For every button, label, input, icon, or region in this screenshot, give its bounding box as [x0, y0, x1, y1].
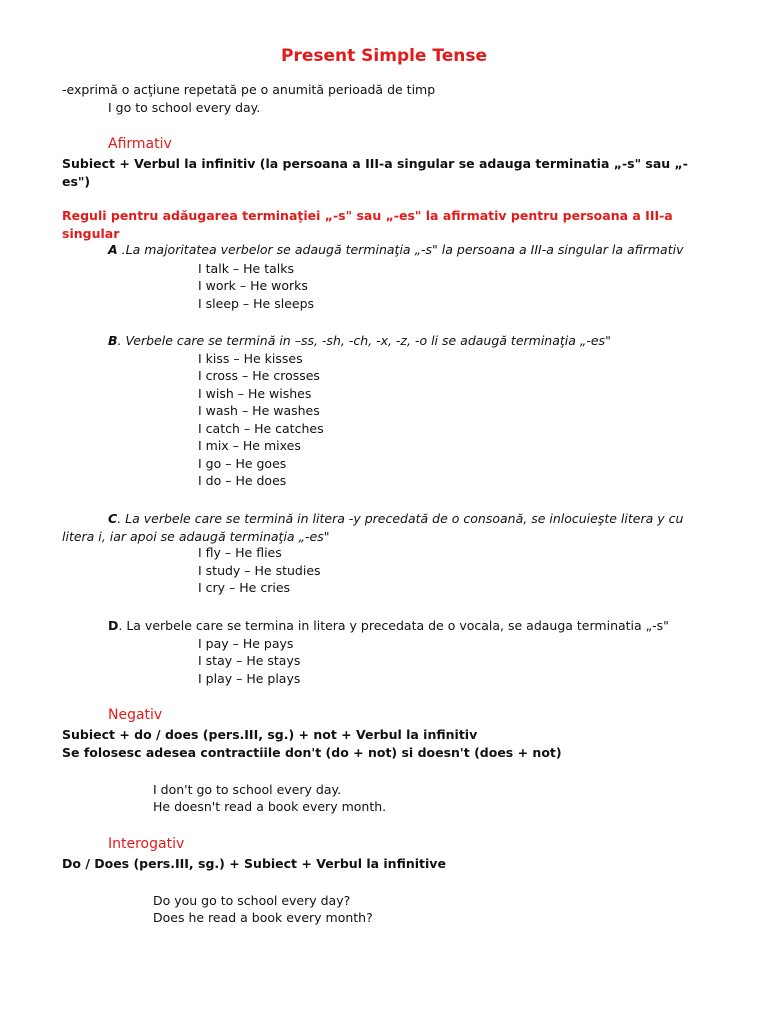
example-b-7: I go – He goes: [198, 456, 287, 471]
afirmativ-rule: Subiect + Verbul la infinitiv (la persoana a III-a singular se adauga terminatia „-s" sau „-es"): [62, 156, 688, 189]
rule-c: [62, 510, 702, 545]
intro-example: I go to school every day.: [108, 100, 261, 115]
negativ-heading: Negativ: [108, 707, 163, 723]
negativ-rule-2: Se folosesc adesea contractiile don't (do + not) si doesn't (does + not): [62, 745, 562, 760]
afirmativ-heading: Afirmativ: [108, 136, 172, 152]
example-a-3: I sleep – He sleeps: [198, 296, 315, 311]
interogativ-example-1: Do you go to school every day?: [153, 893, 351, 908]
rule-c-letter: C: [108, 511, 118, 526]
example-c-3: I cry – He cries: [198, 580, 291, 595]
rule-b-text: . Verbele care se termină in –ss, -sh, -ch, -x, -z, -o li se adaugă terminaţia „-es": [117, 333, 611, 348]
example-b-2: I cross – He crosses: [198, 368, 320, 383]
negativ-example-2: He doesn't read a book every month.: [153, 799, 387, 814]
rule-a-letter: A: [108, 242, 118, 257]
rule-d-text: . La verbele care se termina in litera y precedata de o vocala, se adauga terminatia „-s": [118, 618, 669, 633]
rule-a: [108, 242, 683, 257]
example-b-4: I wash – He washes: [198, 403, 320, 418]
example-d-1: I pay – He pays: [198, 636, 294, 651]
negativ-example-1: I don't go to school every day.: [153, 782, 342, 797]
example-b-1: I kiss – He kisses: [198, 351, 303, 366]
example-b-3: I wish – He wishes: [198, 386, 312, 401]
reguli-heading: Reguli pentru adăugarea terminaţiei „-s" sau „-es" la afirmativ pentru persoana a III-a singular: [62, 208, 673, 241]
interogativ-heading: Interogativ: [108, 836, 185, 852]
interogativ-example-2: Does he read a book every month?: [153, 910, 373, 925]
rule-c-text: . La verbele care se termină in litera -y precedată de o consoană, se inlocuieşte litera y cu litera i, iar apoi se adaugă terminaţia „-es": [62, 511, 684, 544]
example-d-3: I play – He plays: [198, 671, 301, 686]
example-a-1: I talk – He talks: [198, 261, 294, 276]
example-b-8: I do – He does: [198, 473, 287, 488]
rule-b-letter: B: [108, 333, 118, 348]
rule-d-letter: D: [108, 618, 119, 633]
example-c-1: I fly – He flies: [198, 545, 282, 560]
negativ-rule-1: Subiect + do / does (pers.III, sg.) + not + Verbul la infinitiv: [62, 727, 478, 742]
rule-a-text: .La majoritatea verbelor se adaugă terminaţia „-s" la persoana a III-a singular la afirmativ: [117, 242, 684, 257]
example-c-2: I study – He studies: [198, 563, 321, 578]
example-a-2: I work – He works: [198, 278, 308, 293]
interogativ-rule: Do / Does (pers.III, sg.) + Subiect + Verbul la infinitive: [62, 856, 446, 871]
example-b-6: I mix – He mixes: [198, 438, 301, 453]
example-d-2: I stay – He stays: [198, 653, 301, 668]
page-title: Present Simple Tense: [280, 46, 488, 66]
intro-definition: -exprimă o acţiune repetată pe o anumită perioadă de timp: [62, 82, 436, 97]
rule-d: [108, 618, 669, 633]
example-b-5: I catch – He catches: [198, 421, 324, 436]
rule-b: [108, 333, 611, 348]
